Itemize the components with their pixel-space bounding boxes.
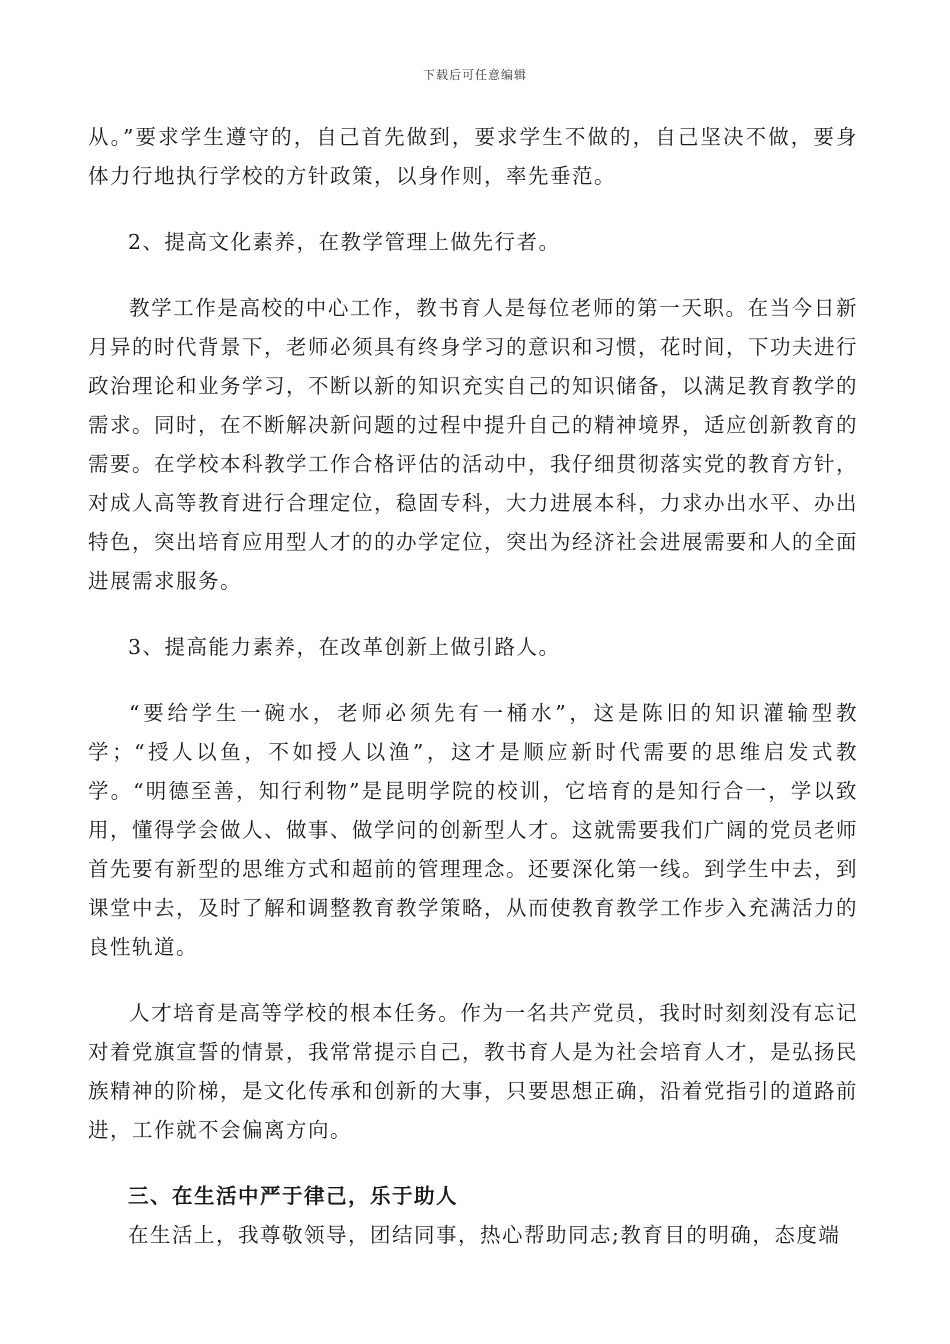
paragraph-teaching-work: 教学工作是高校的中心工作，教书育人是每位老师的第一天职。在当今日新月异的时代背景下，老师必须具有终身学习的意识和习惯，花时间，下功夫进行政治理论和业务学习，不断以新的知识充实自己的知识储备，以满足教育教学的需求。同时，在不断解决新问题的过程中提升自己的精神境界，适应创新教育的需要。在学校本科教学工作合格评估的活动中，我仔细贯彻落实党的教育方针，对成人高等教育进行合理定位，稳固专科，大力进展本科，力求办出水平、办出特色，突出培育应用型人才的的办学定位，突出为经济社会进展需要和人的全面进展需求服务。 (88, 296, 858, 593)
list-item-2: 2、提高文化素养，在教学管理上做先行者。 (128, 230, 561, 254)
paragraph-talent-cultivation: 人才培育是高等学校的根本任务。作为一名共产党员，我时时刻刻没有忘记对着党旗宣誓的情景，我常常提示自己，教书育人是为社会培育人才，是弘扬民族精神的阶梯，是文化传承和创新的大事，只要思想正确，沿着党指引的道路前进，工作就不会偏离方向。 (88, 1001, 858, 1142)
list-item-3: 3、提高能力素养，在改革创新上做引路人。 (128, 635, 561, 659)
section-heading-3: 三、在生活中严于律己，乐于助人 (128, 1184, 458, 1208)
paragraph-continued: 从。”要求学生遵守的，自己首先做到，要求学生不做的，自己坚决不做，要身体力行地执行学校的方针政策，以身作则，率先垂范。 (88, 125, 858, 188)
paragraph-teaching-methods: “要给学生一碗水，老师必须先有一桶水”，这是陈旧的知识灌输型教学；“授人以鱼，不如授人以渔”，这才是顺应新时代需要的思维启发式教学。“明德至善，知行利物”是昆明学院的校训，它培育的是知行合一，学以致用，懂得学会做人、做事、做学问的创新型人才。这就需要我们广阔的党员老师首先要有新型的思维方式和超前的管理理念。还要深化第一线。到学生中去，到课堂中去，及时了解和调整教育教学策略，从而使教育教学工作步入充满活力的良性轨道。 (88, 701, 858, 959)
paragraph-life-conduct: 在生活上，我尊敬领导，团结同事，热心帮助同志;教育目的明确，态度端 (128, 1223, 841, 1247)
document-body (88, 118, 858, 1255)
page-header: 下载后可任意编辑 (422, 68, 527, 82)
